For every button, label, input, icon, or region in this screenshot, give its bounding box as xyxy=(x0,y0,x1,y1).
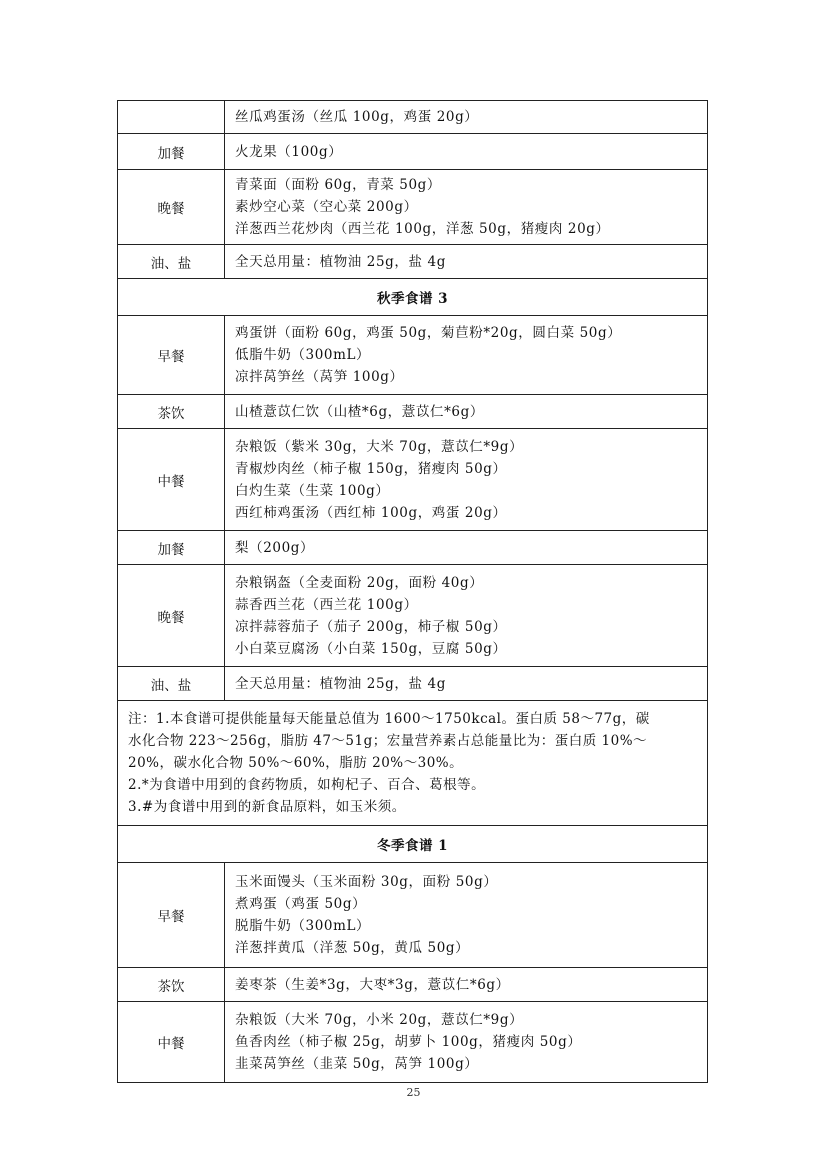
note-line: 2.*为食谱中用到的食药物质，如枸杞子、百合、葛根等。 xyxy=(128,777,486,793)
meal-item: 西红柿鸡蛋汤（西红柿 100g，鸡蛋 20g） xyxy=(235,504,507,521)
meal-items xyxy=(225,531,708,565)
meal-items xyxy=(225,245,708,279)
meal-item: 丝瓜鸡蛋汤（丝瓜 100g，鸡蛋 20g） xyxy=(235,109,479,125)
meal-row-breakfast xyxy=(118,316,708,395)
meal-row-oil-salt xyxy=(118,667,708,701)
notes-row xyxy=(118,701,708,826)
meal-row-dinner xyxy=(118,565,708,667)
meal-item: 低脂牛奶（300mL） xyxy=(235,347,371,363)
meal-item: 山楂薏苡仁饮（山楂*6g，薏苡仁*6g） xyxy=(235,403,484,420)
meal-row-lunch xyxy=(118,429,708,531)
meal-label: 中餐 xyxy=(118,1002,225,1083)
meal-item: 洋葱拌黄瓜（洋葱 50g，黄瓜 50g） xyxy=(235,940,470,956)
meal-item: 鱼香肉丝（柿子椒 25g，胡萝卜 100g，猪瘦肉 50g） xyxy=(235,1034,582,1050)
meal-items xyxy=(225,395,708,429)
section-header-row xyxy=(118,826,708,863)
meal-items xyxy=(225,134,708,170)
meal-item: 煮鸡蛋（鸡蛋 50g） xyxy=(235,896,367,912)
meal-label: 加餐 xyxy=(118,531,225,565)
meal-label: 晚餐 xyxy=(118,170,225,245)
meal-items xyxy=(225,316,708,395)
meal-row-tea xyxy=(118,968,708,1002)
meal-items xyxy=(225,1002,708,1083)
meal-item: 鸡蛋饼（面粉 60g，鸡蛋 50g，菊苣粉*20g，圆白菜 50g） xyxy=(235,325,622,341)
meal-item: 素炒空心菜（空心菜 200g） xyxy=(235,199,418,215)
meal-label: 晚餐 xyxy=(118,565,225,667)
meal-item: 青菜面（面粉 60g，青菜 50g） xyxy=(235,177,442,193)
meal-item: 杂粮饭（紫米 30g，大米 70g，薏苡仁*9g） xyxy=(235,438,524,455)
meal-item: 凉拌蒜蓉茄子（茄子 200g，柿子椒 50g） xyxy=(235,618,507,635)
meal-item: 梨（200g） xyxy=(235,539,315,556)
meal-label: 油、盐 xyxy=(118,667,225,701)
meal-item: 韭菜莴笋丝（韭菜 50g，莴笋 100g） xyxy=(235,1056,479,1072)
meal-plan-table xyxy=(117,100,708,1083)
meal-row-continued xyxy=(118,101,708,134)
meal-label: 早餐 xyxy=(118,316,225,395)
meal-item: 玉米面馒头（玉米面粉 30g，面粉 50g） xyxy=(235,874,498,890)
meal-item: 凉拌莴笋丝（莴笋 100g） xyxy=(235,369,404,385)
meal-row-dinner xyxy=(118,170,708,245)
meal-item: 杂粮饭（大米 70g，小米 20g，薏苡仁*9g） xyxy=(235,1012,524,1028)
meal-row-oil-salt xyxy=(118,245,708,279)
meal-items xyxy=(225,429,708,531)
section-header-row xyxy=(118,279,708,316)
meal-items xyxy=(225,101,708,134)
meal-row-snack xyxy=(118,134,708,170)
note-line: 水化合物 223～256g，脂肪 47～51g；宏量营养素占总能量比为：蛋白质 10%～ xyxy=(128,733,648,749)
note-line: 20%，碳水化合物 50%～60%，脂肪 20%～30%。 xyxy=(128,755,464,771)
meal-label: 早餐 xyxy=(118,863,225,968)
meal-label: 加餐 xyxy=(118,134,225,170)
meal-item: 小白菜豆腐汤（小白菜 150g，豆腐 50g） xyxy=(235,640,507,657)
section-title: 冬季食谱 1 xyxy=(118,826,708,863)
meal-item: 全天总用量：植物油 25g，盐 4g xyxy=(235,253,446,270)
meal-item: 白灼生菜（生菜 100g） xyxy=(235,482,390,499)
meal-items xyxy=(225,968,708,1002)
meal-plan-body xyxy=(118,101,708,1083)
meal-items xyxy=(225,565,708,667)
page-number: 25 xyxy=(406,1086,421,1099)
meal-item: 蒜香西兰花（西兰花 100g） xyxy=(235,596,418,613)
meal-item: 姜枣茶（生姜*3g，大枣*3g，薏苡仁*6g） xyxy=(235,976,510,993)
meal-item: 洋葱西兰花炒肉（西兰花 100g，洋葱 50g，猪瘦肉 20g） xyxy=(235,221,610,237)
meal-item: 青椒炒肉丝（柿子椒 150g，猪瘦肉 50g） xyxy=(235,460,507,477)
meal-label: 油、盐 xyxy=(118,245,225,279)
meal-label: 茶饮 xyxy=(118,395,225,429)
meal-item: 杂粮锅盔（全麦面粉 20g，面粉 40g） xyxy=(235,574,484,591)
note-line: 注：1.本食谱可提供能量每天能量总值为 1600～1750kcal。蛋白质 58～77g，碳 xyxy=(128,711,650,727)
meal-row-breakfast xyxy=(118,863,708,968)
meal-items xyxy=(225,170,708,245)
note-line: 3.#为食谱中用到的新食品原料，如玉米须。 xyxy=(128,799,406,815)
meal-label: 中餐 xyxy=(118,429,225,531)
notes-cell xyxy=(118,701,708,826)
meal-row-snack xyxy=(118,531,708,565)
meal-item: 全天总用量：植物油 25g，盐 4g xyxy=(235,675,446,692)
meal-items xyxy=(225,667,708,701)
meal-row-lunch xyxy=(118,1002,708,1083)
section-title: 秋季食谱 3 xyxy=(118,279,708,316)
meal-item: 脱脂牛奶（300mL） xyxy=(235,918,371,934)
meal-row-tea xyxy=(118,395,708,429)
meal-label: 茶饮 xyxy=(118,968,225,1002)
meal-label xyxy=(118,101,225,134)
meal-item: 火龙果（100g） xyxy=(235,143,343,160)
meal-items xyxy=(225,863,708,968)
